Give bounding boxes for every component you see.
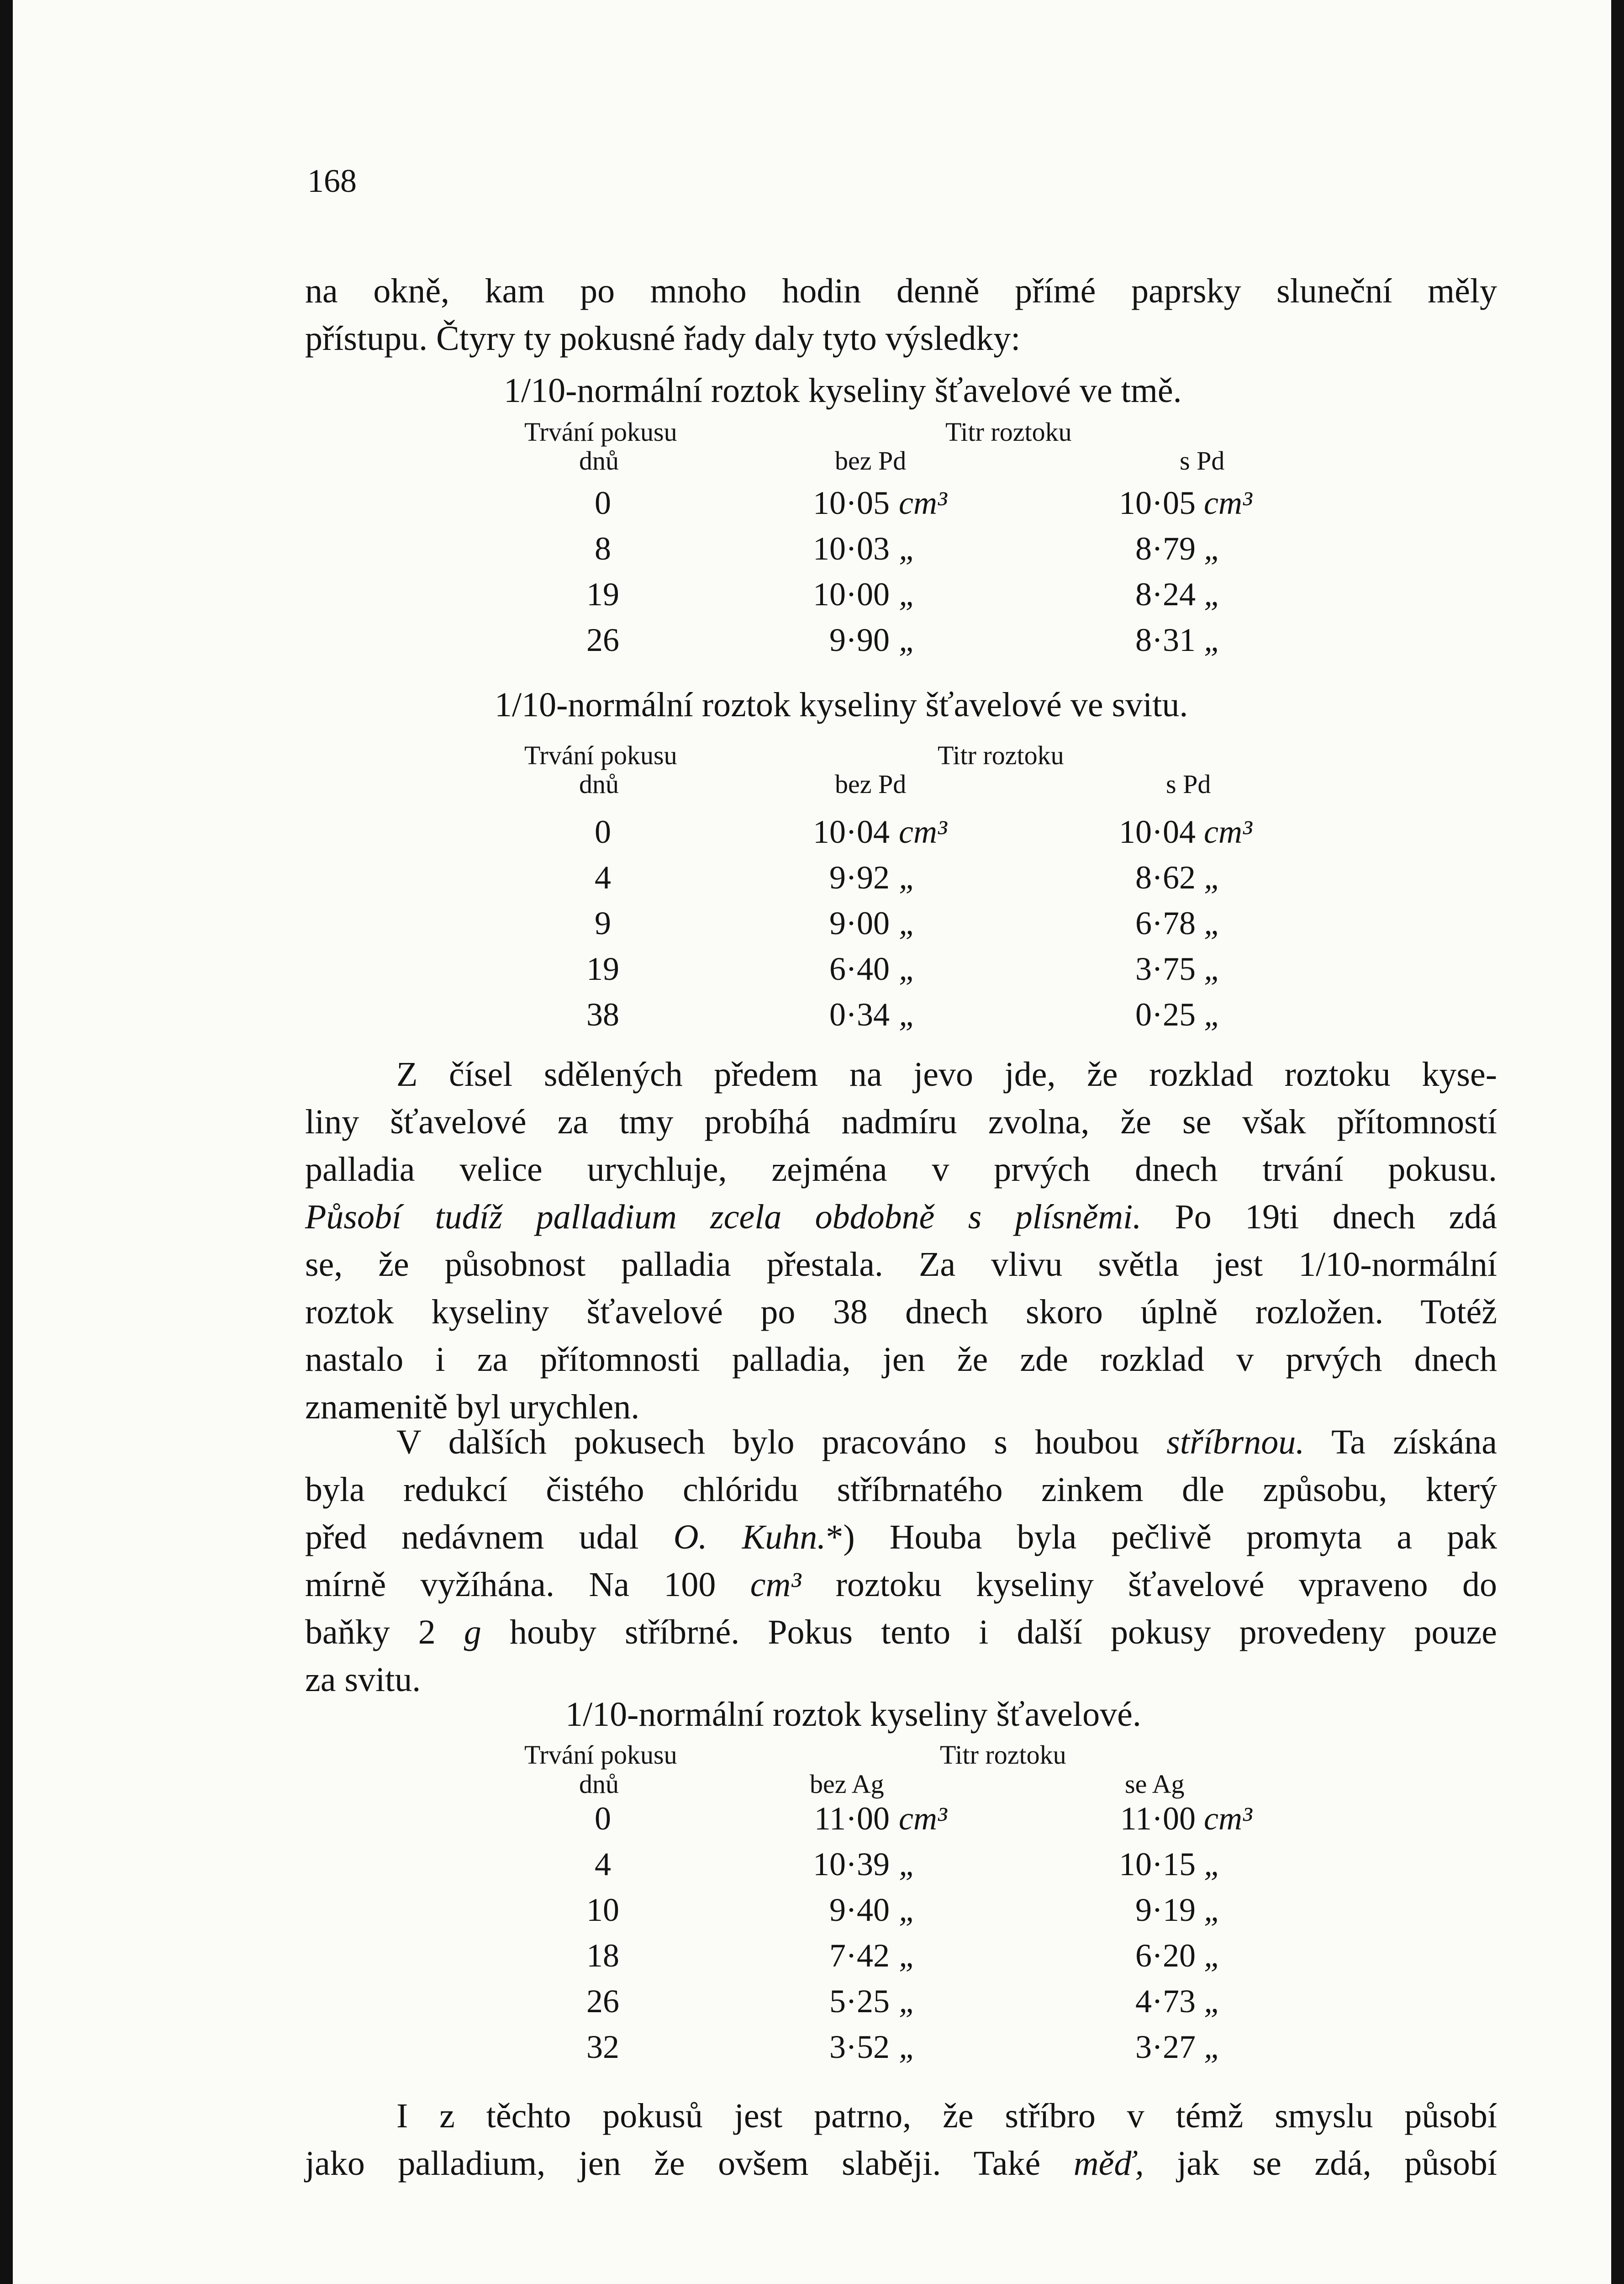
text-line bbox=[305, 1241, 1497, 1288]
with-value: 4·73 bbox=[1135, 1983, 1196, 2020]
unit-cell: „ bbox=[1204, 859, 1223, 896]
unit-cell: „ bbox=[899, 1892, 917, 1928]
table-title-text: -normální roztok kyseliny šťavelové. bbox=[627, 1695, 1141, 1734]
unit-cell: „ bbox=[1204, 576, 1223, 613]
unit-cell: „ bbox=[899, 951, 917, 987]
with-value: 8·79 bbox=[1135, 530, 1196, 567]
table-row bbox=[13, 2028, 1611, 2074]
italic-phrase: měď, bbox=[1073, 2144, 1144, 2183]
without-value: 10·39 bbox=[813, 1846, 890, 1882]
without-value: 10·00 bbox=[813, 576, 890, 613]
without-value: 10·05 bbox=[813, 485, 890, 521]
days-cell: 19 bbox=[586, 951, 619, 987]
unit-cell: „ bbox=[1204, 996, 1223, 1033]
table-1-title bbox=[504, 371, 1182, 411]
table-row bbox=[13, 576, 1611, 621]
header-without: bez Pd bbox=[835, 769, 907, 799]
unit-cell: „ bbox=[899, 576, 917, 613]
header-days: dnů bbox=[579, 1769, 619, 1799]
without-value: 11·00 bbox=[814, 1800, 890, 1837]
header-titr: Titr roztoku bbox=[945, 417, 1072, 447]
header-with: s Pd bbox=[1180, 446, 1225, 476]
unit-cell: „ bbox=[899, 905, 917, 941]
fraction: 1/10 bbox=[504, 371, 566, 410]
text-span: houby stříbrné. Pokus tento i další pokusy provedeny pouze bbox=[481, 1613, 1497, 1651]
paragraph-intro bbox=[305, 267, 1497, 362]
unit-cell: „ bbox=[899, 530, 917, 567]
header-duration: Trvání pokusu bbox=[524, 417, 677, 447]
italic-phrase: O. Kuhn. bbox=[673, 1518, 826, 1556]
text-span: roztoku kyseliny šťavelové vpraveno do bbox=[801, 1565, 1497, 1604]
table-row bbox=[13, 904, 1611, 950]
unit-cell: „ bbox=[899, 622, 917, 658]
text-line bbox=[305, 1193, 1497, 1241]
days-cell: 0 bbox=[595, 485, 611, 521]
text-span: baňky 2 bbox=[305, 1613, 464, 1651]
header-days: dnů bbox=[579, 446, 619, 476]
text-line: Z čísel sdělených předem na jevo jde, že rozklad roztoku kyse- bbox=[396, 1055, 1497, 1094]
unit-cell: „ bbox=[899, 2029, 917, 2065]
text-line bbox=[305, 1418, 1497, 1466]
text-line: přístupu. Čtyry ty pokusné řady daly tyto výsledky: bbox=[305, 319, 1021, 358]
header-duration: Trvání pokusu bbox=[524, 740, 677, 770]
paragraph-discussion bbox=[305, 1051, 1497, 1431]
with-value: 3·27 bbox=[1135, 2029, 1196, 2065]
unit-cell: cm³ bbox=[899, 1800, 947, 1837]
with-value: 10·05 bbox=[1119, 485, 1196, 521]
paragraph-conclusion bbox=[305, 2092, 1497, 2187]
days-cell: 10 bbox=[586, 1892, 619, 1928]
unit-cell: cm³ bbox=[1204, 1800, 1252, 1837]
with-value: 10·15 bbox=[1119, 1846, 1196, 1882]
text-line: za svitu. bbox=[305, 1660, 421, 1699]
header-with: s Pd bbox=[1166, 769, 1211, 799]
text-span: Ta získána bbox=[1304, 1423, 1497, 1461]
without-value: 6·40 bbox=[829, 951, 890, 987]
header-without: bez Pd bbox=[835, 446, 907, 476]
text-line: I z těchto pokusů jest patrno, že stříbro v témž smyslu působí bbox=[396, 2097, 1497, 2135]
unit-cell: cm³ bbox=[1204, 814, 1252, 850]
text-line: liny šťavelové za tmy probíhá nadmíru zvolna, že se však přítomností bbox=[305, 1103, 1497, 1141]
with-value: 10·04 bbox=[1119, 814, 1196, 850]
with-value: 11·00 bbox=[1120, 1800, 1196, 1837]
table-row bbox=[13, 1891, 1611, 1937]
text-line bbox=[305, 1608, 1497, 1656]
table-row bbox=[13, 1800, 1611, 1845]
days-cell: 18 bbox=[586, 1937, 619, 1974]
unit-cell: cm³ bbox=[899, 814, 947, 850]
table-row bbox=[13, 813, 1611, 859]
unit-cell: „ bbox=[899, 996, 917, 1033]
without-value: 10·04 bbox=[813, 814, 890, 850]
text-span: *) Houba byla pečlivě promyta a pak bbox=[826, 1518, 1497, 1556]
table-row bbox=[13, 950, 1611, 996]
fraction: 1/10 bbox=[495, 686, 557, 724]
unit: cm³ bbox=[750, 1565, 801, 1604]
text-span: mírně vyžíhána. Na 100 bbox=[305, 1565, 750, 1604]
with-value: 8·24 bbox=[1135, 576, 1196, 613]
days-cell: 19 bbox=[586, 576, 619, 613]
with-value: 9·19 bbox=[1135, 1892, 1196, 1928]
with-value: 6·20 bbox=[1135, 1937, 1196, 1974]
with-value: 8·62 bbox=[1135, 859, 1196, 896]
fraction: 1/10 bbox=[565, 1695, 627, 1734]
table-row bbox=[13, 1937, 1611, 1983]
unit-cell: „ bbox=[1204, 530, 1223, 567]
with-value: 6·78 bbox=[1135, 905, 1196, 941]
table-2-title bbox=[495, 685, 1188, 725]
text-line: palladia velice urychluje, zejména v prvých dnech trvání pokusu. bbox=[305, 1150, 1497, 1189]
text-span: V dalších pokusech bylo pracováno s houbou bbox=[396, 1423, 1167, 1461]
without-value: 9·90 bbox=[829, 622, 890, 658]
unit-cell: „ bbox=[899, 1937, 917, 1974]
header-without: bez Ag bbox=[810, 1769, 884, 1799]
text-span: jak se zdá, působí bbox=[1144, 2144, 1497, 2183]
without-value: 9·40 bbox=[829, 1892, 890, 1928]
text-span: Po 19ti dnech zdá bbox=[1141, 1198, 1497, 1236]
without-value: 7·42 bbox=[829, 1937, 890, 1974]
book-page bbox=[13, 0, 1611, 2284]
unit-cell: cm³ bbox=[1204, 485, 1252, 521]
days-cell: 9 bbox=[595, 905, 611, 941]
unit-cell: „ bbox=[899, 859, 917, 896]
unit-cell: „ bbox=[899, 1846, 917, 1882]
unit-cell: „ bbox=[1204, 2029, 1223, 2065]
text-line: na okně, kam po mnoho hodin denně přímé paprsky sluneční měly bbox=[305, 272, 1497, 310]
text-line: roztok kyseliny šťavelové po 38 dnech skoro úplně rozložen. Totéž bbox=[305, 1293, 1497, 1331]
unit-cell: „ bbox=[1204, 622, 1223, 658]
days-cell: 8 bbox=[595, 530, 611, 567]
without-value: 10·03 bbox=[813, 530, 890, 567]
header-titr: Titr roztoku bbox=[938, 740, 1064, 770]
table-3-title bbox=[565, 1695, 1141, 1734]
table-row bbox=[13, 859, 1611, 904]
text-line: znamenitě byl urychlen. bbox=[305, 1388, 640, 1426]
without-value: 3·52 bbox=[829, 2029, 890, 2065]
italic-phrase: stříbrnou. bbox=[1166, 1423, 1305, 1461]
table-row bbox=[13, 1983, 1611, 2028]
unit-cell: „ bbox=[1204, 1983, 1223, 2020]
text-span: se, že působnost palladia přestala. Za vlivu světla jest bbox=[305, 1245, 1299, 1284]
text-span: -normální bbox=[1360, 1245, 1497, 1284]
with-value: 3·75 bbox=[1135, 951, 1196, 987]
text-line bbox=[305, 1561, 1497, 1608]
unit: g bbox=[464, 1613, 481, 1651]
days-cell: 26 bbox=[586, 1983, 619, 2020]
without-value: 0·34 bbox=[829, 996, 890, 1033]
header-duration: Trvání pokusu bbox=[524, 1740, 677, 1770]
table-row bbox=[13, 1845, 1611, 1891]
days-cell: 4 bbox=[595, 859, 611, 896]
fraction: 1/10 bbox=[1298, 1245, 1360, 1284]
days-cell: 32 bbox=[586, 2029, 619, 2065]
days-cell: 38 bbox=[586, 996, 619, 1033]
without-value: 9·00 bbox=[829, 905, 890, 941]
paragraph-silver bbox=[305, 1418, 1497, 1703]
table-row bbox=[13, 996, 1611, 1042]
unit-cell: „ bbox=[1204, 1892, 1223, 1928]
italic-phrase: Působí tudíž palladium zcela obdobně s plísněmi. bbox=[305, 1198, 1142, 1236]
text-line: nastalo i za přítomnosti palladia, jen že zde rozklad v prvých dnech bbox=[305, 1340, 1497, 1379]
unit-cell: cm³ bbox=[899, 485, 947, 521]
header-days: dnů bbox=[579, 769, 619, 799]
table-title-text: -normální roztok kyseliny šťavelové ve tmě. bbox=[565, 371, 1182, 410]
page-number: 168 bbox=[307, 163, 357, 199]
unit-cell: „ bbox=[1204, 1846, 1223, 1882]
text-line bbox=[305, 2140, 1497, 2187]
without-value: 9·92 bbox=[829, 859, 890, 896]
unit-cell: „ bbox=[1204, 905, 1223, 941]
table-title-text: -normální roztok kyseliny šťavelové ve svitu. bbox=[556, 686, 1188, 724]
text-line: byla redukcí čistého chlóridu stříbrnatého zinkem dle způsobu, který bbox=[305, 1470, 1497, 1509]
days-cell: 26 bbox=[586, 622, 619, 658]
unit-cell: „ bbox=[1204, 1937, 1223, 1974]
table-row bbox=[13, 621, 1611, 667]
with-value: 8·31 bbox=[1135, 622, 1196, 658]
without-value: 5·25 bbox=[829, 1983, 890, 2020]
unit-cell: „ bbox=[899, 1983, 917, 2020]
text-span: před nedávnem udal bbox=[305, 1518, 674, 1556]
with-value: 0·25 bbox=[1135, 996, 1196, 1033]
header-with: se Ag bbox=[1125, 1769, 1185, 1799]
table-row bbox=[13, 484, 1611, 530]
days-cell: 4 bbox=[595, 1846, 611, 1882]
unit-cell: „ bbox=[1204, 951, 1223, 987]
text-line bbox=[305, 1513, 1497, 1561]
text-span: jako palladium, jen že ovšem slaběji. Také bbox=[305, 2144, 1074, 2183]
header-titr: Titr roztoku bbox=[940, 1740, 1066, 1770]
days-cell: 0 bbox=[595, 814, 611, 850]
days-cell: 0 bbox=[595, 1800, 611, 1837]
table-row bbox=[13, 530, 1611, 576]
